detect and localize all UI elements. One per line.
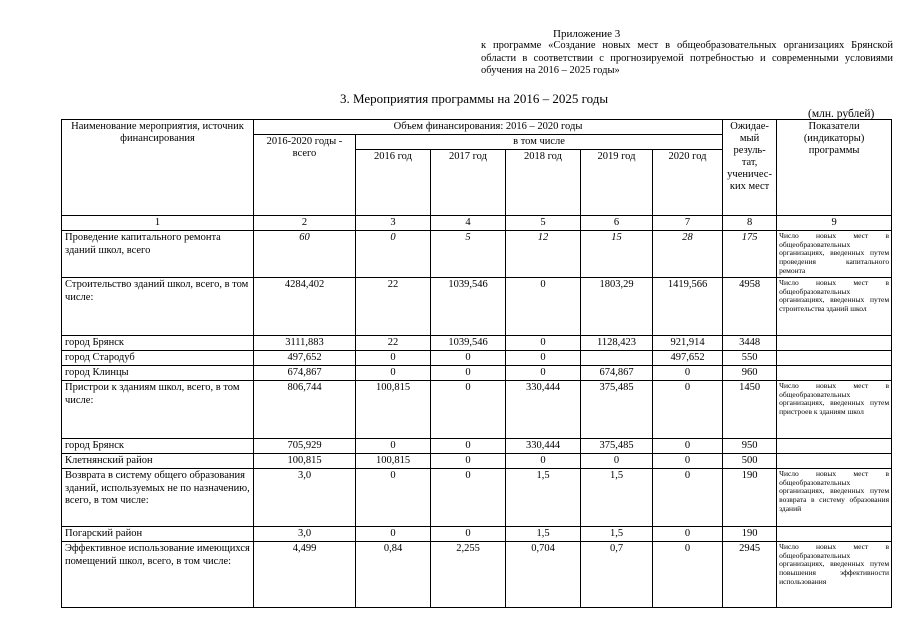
cell-expected: 950	[723, 439, 777, 454]
row-name: Погарский район	[62, 527, 254, 542]
table-row	[62, 439, 892, 454]
row-name: город Брянск	[62, 336, 254, 351]
cell-indicator	[777, 527, 892, 542]
cell-2019: 0	[581, 454, 653, 469]
cell-2018: 0	[506, 454, 581, 469]
cell-2019: 674,867	[581, 366, 653, 381]
column-number: 5	[506, 216, 581, 231]
appendix-text: к программе «Создание новых мест в общеобразовательных организациях Брянской области в соответствии с прогнозируемой потребностью и современными условиями обучения на 2016 – 2025 годы»	[481, 40, 893, 76]
cell-total: 3111,883	[254, 336, 356, 351]
col-header-2020: 2020 год	[653, 150, 723, 216]
units-label: (млн. рублей)	[808, 108, 875, 120]
cell-2019: 1,5	[581, 469, 653, 527]
cell-2016: 0	[356, 231, 431, 278]
cell-2018: 330,444	[506, 439, 581, 454]
col-header-2019: 2019 год	[581, 150, 653, 216]
cell-indicator	[777, 336, 892, 351]
cell-2016: 22	[356, 336, 431, 351]
column-number: 7	[653, 216, 723, 231]
row-name: город Стародуб	[62, 351, 254, 366]
col-header-2018: 2018 год	[506, 150, 581, 216]
row-name: Пристрои к зданиям школ, всего, в том числе:	[62, 381, 254, 439]
cell-indicator: Число новых мест в общеобразовательных организациях, введенных путем возврата в систему образования зданий	[777, 469, 892, 527]
cell-2018: 0	[506, 278, 581, 336]
cell-expected: 960	[723, 366, 777, 381]
cell-2017: 0	[431, 366, 506, 381]
cell-2017: 0	[431, 381, 506, 439]
section-title: 3. Мероприятия программы на 2016 – 2025 годы	[340, 91, 609, 106]
cell-2018: 0	[506, 351, 581, 366]
appendix-label: Приложение 3	[553, 28, 621, 40]
cell-expected: 190	[723, 527, 777, 542]
cell-total: 4284,402	[254, 278, 356, 336]
cell-indicator: Число новых мест в общеобразовательных организациях, введенных путем повышения эффективности использования	[777, 542, 892, 608]
row-name: город Клинцы	[62, 366, 254, 381]
cell-2019	[581, 351, 653, 366]
cell-2016: 22	[356, 278, 431, 336]
cell-2017: 5	[431, 231, 506, 278]
cell-2016: 0	[356, 469, 431, 527]
cell-2019: 375,485	[581, 439, 653, 454]
cell-2019: 375,485	[581, 381, 653, 439]
cell-indicator: Число новых мест в общеобразовательных организациях, введенных путем пристроев к зданиям школ	[777, 381, 892, 439]
cell-indicator: Число новых мест в общеобразовательных организациях, введенных путем строительства зданий школ	[777, 278, 892, 336]
cell-2016: 100,815	[356, 454, 431, 469]
cell-2017: 0	[431, 439, 506, 454]
table-row	[62, 351, 892, 366]
cell-2020: 921,914	[653, 336, 723, 351]
col-header-including: в том числе	[356, 135, 723, 150]
cell-2019: 1803,29	[581, 278, 653, 336]
col-header-2017: 2017 год	[431, 150, 506, 216]
col-header-total: 2016-2020 годы - всего	[254, 135, 356, 216]
cell-total: 100,815	[254, 454, 356, 469]
column-number: 1	[62, 216, 254, 231]
cell-indicator	[777, 439, 892, 454]
cell-2017: 0	[431, 454, 506, 469]
cell-2019: 0,7	[581, 542, 653, 608]
cell-2018: 0	[506, 366, 581, 381]
column-number: 9	[777, 216, 892, 231]
cell-total: 674,867	[254, 366, 356, 381]
cell-2018: 1,5	[506, 469, 581, 527]
cell-2018: 330,444	[506, 381, 581, 439]
table-row	[62, 469, 892, 527]
cell-total: 4,499	[254, 542, 356, 608]
cell-2018: 12	[506, 231, 581, 278]
row-name: Возврата в систему общего образования зданий, используемых не по назначению, всего, в том числе:	[62, 469, 254, 527]
cell-2020: 0	[653, 381, 723, 439]
cell-2018: 0	[506, 336, 581, 351]
column-number-row	[62, 216, 892, 231]
cell-2016: 100,815	[356, 381, 431, 439]
row-name: Проведение капитального ремонта зданий школ, всего	[62, 231, 254, 278]
cell-2020: 0	[653, 439, 723, 454]
cell-2018: 0,704	[506, 542, 581, 608]
cell-2020: 0	[653, 366, 723, 381]
cell-expected: 190	[723, 469, 777, 527]
cell-expected: 1450	[723, 381, 777, 439]
row-name: город Брянск	[62, 439, 254, 454]
cell-2017: 2,255	[431, 542, 506, 608]
cell-2016: 0	[356, 439, 431, 454]
program-table	[61, 119, 892, 608]
cell-indicator: Число новых мест в общеобразовательных организациях, введенных путем проведения капитального ремонта	[777, 231, 892, 278]
cell-expected: 500	[723, 454, 777, 469]
cell-indicator	[777, 351, 892, 366]
table-row	[62, 381, 892, 439]
col-header-financing: Объем финансирования: 2016 – 2020 годы	[254, 120, 723, 135]
cell-total: 705,929	[254, 439, 356, 454]
cell-2017: 0	[431, 527, 506, 542]
col-header-expected: Ожидае-мый резуль-тат, ученичес-ких мест	[723, 120, 777, 216]
cell-2016: 0,84	[356, 542, 431, 608]
cell-2020: 0	[653, 469, 723, 527]
cell-2018: 1,5	[506, 527, 581, 542]
cell-2020: 0	[653, 542, 723, 608]
cell-2016: 0	[356, 527, 431, 542]
table-row	[62, 542, 892, 608]
cell-expected: 2945	[723, 542, 777, 608]
cell-2017: 0	[431, 469, 506, 527]
table-row	[62, 454, 892, 469]
cell-2017: 1039,546	[431, 336, 506, 351]
cell-2020: 0	[653, 527, 723, 542]
cell-expected: 4958	[723, 278, 777, 336]
cell-total: 497,652	[254, 351, 356, 366]
column-number: 4	[431, 216, 506, 231]
table-row	[62, 278, 892, 336]
cell-expected: 3448	[723, 336, 777, 351]
cell-total: 60	[254, 231, 356, 278]
cell-2020: 497,652	[653, 351, 723, 366]
row-name: Клетнянский район	[62, 454, 254, 469]
row-name: Эффективное использование имеющихся помещений школ, всего, в том числе:	[62, 542, 254, 608]
cell-2020: 0	[653, 454, 723, 469]
table-row	[62, 336, 892, 351]
cell-total: 3,0	[254, 469, 356, 527]
cell-2017: 0	[431, 351, 506, 366]
cell-expected: 550	[723, 351, 777, 366]
cell-indicator	[777, 366, 892, 381]
cell-indicator	[777, 454, 892, 469]
cell-2016: 0	[356, 351, 431, 366]
col-header-2016: 2016 год	[356, 150, 431, 216]
cell-expected: 175	[723, 231, 777, 278]
cell-2020: 28	[653, 231, 723, 278]
table-row	[62, 527, 892, 542]
cell-total: 806,744	[254, 381, 356, 439]
column-number: 3	[356, 216, 431, 231]
cell-2019: 1128,423	[581, 336, 653, 351]
column-number: 6	[581, 216, 653, 231]
column-number: 8	[723, 216, 777, 231]
table-row	[62, 231, 892, 278]
col-header-indicators: Показатели (индикаторы) программы	[777, 120, 892, 216]
column-number: 2	[254, 216, 356, 231]
cell-2020: 1419,566	[653, 278, 723, 336]
row-name: Строительство зданий школ, всего, в том числе:	[62, 278, 254, 336]
cell-2017: 1039,546	[431, 278, 506, 336]
cell-2019: 1,5	[581, 527, 653, 542]
col-header-name: Наименование мероприятия, источник финансирования	[62, 120, 254, 216]
table-row	[62, 366, 892, 381]
cell-total: 3,0	[254, 527, 356, 542]
cell-2016: 0	[356, 366, 431, 381]
cell-2019: 15	[581, 231, 653, 278]
